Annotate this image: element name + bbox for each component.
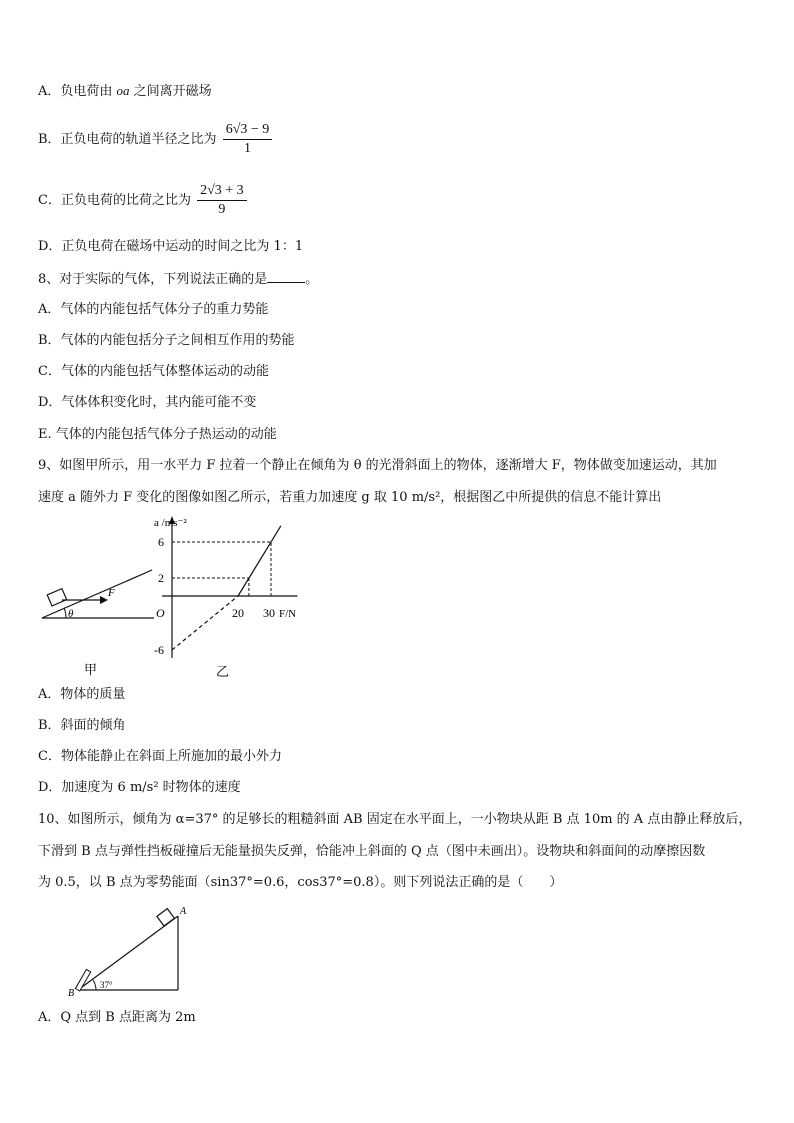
- q9-option-b: B．斜面的倾角: [38, 718, 126, 733]
- q10-stem-line2: 下滑到 B 点与弹性挡板碰撞后无能量损失反弹，恰能冲上斜面的 Q 点（图中未画出）。设物块和斜面间的动摩擦因数: [38, 844, 706, 859]
- fraction-b: [223, 121, 273, 158]
- x-tick-label: 30: [263, 606, 275, 620]
- series-line-dashed: [172, 596, 238, 650]
- fraction-c-denominator: 9: [218, 202, 226, 217]
- y-tick-label: -6: [154, 643, 164, 657]
- x-tick-label: 20: [232, 606, 244, 620]
- figure-incline: [60, 902, 200, 998]
- fraction-b-numerator: 6√3 − 9: [223, 121, 273, 140]
- q8-option-c: C．气体的内能包括气体整体运动的动能: [38, 364, 269, 379]
- q9-stem-line2: 速度 a 随外力 F 变化的图像如图乙所示，若重力加速度 g 取 10 m/s²，根据图乙中所提供的信息不能计算出: [38, 490, 662, 505]
- q9-option-a: A．物体的质量: [38, 687, 126, 702]
- q7-option-b: B．正负电荷的轨道半径之比为 $\frac{6√3 - 9}{1}$: [38, 120, 272, 160]
- y-tick-label: 6: [158, 535, 164, 549]
- q8-option-e: E. 气体的内能包括气体分子热运动的动能: [38, 427, 277, 442]
- q7-option-c: C．正负电荷的比荷之比为 $\frac{2√3 + 3}{9}$: [38, 181, 247, 221]
- q8-option-a: A．气体的内能包括气体分子的重力势能: [38, 302, 269, 317]
- series-line: [238, 526, 281, 596]
- q10-stem-line3: 为 0.5，以 B 点为零势能面（sin37°=0.6，cos37°=0.8）。则下列说法正确的是（ ）: [38, 875, 563, 890]
- baffle-icon: [75, 969, 90, 991]
- q7-option-d: D．正负电荷在磁场中运动的时间之比为 1：1: [38, 239, 304, 254]
- answer-blank: [267, 270, 305, 283]
- caption-jia: 甲: [84, 662, 98, 677]
- fraction-b-denominator: 1: [244, 141, 251, 156]
- q9-stem-line1: 9、如图甲所示，用一水平力 F 拉着一个静止在倾角为 θ 的光滑斜面上的物体，逐渐增大 F，物体做变加速运动，其加: [38, 458, 717, 473]
- q10-stem-line1: 10、如图所示，倾角为 α=37° 的足够长的粗糙斜面 AB 固定在水平面上，一小物块从距 B 点 10m 的 A 点由静止释放后，: [38, 812, 752, 827]
- fraction-c: [197, 182, 247, 219]
- point-a-label: A: [180, 906, 187, 917]
- q10-option-a: A．Q 点到 B 点距离为 2m: [38, 1010, 196, 1025]
- angle-label: 37°: [100, 980, 113, 990]
- x-axis-label: F/N: [279, 608, 297, 620]
- y-tick-label: 2: [158, 571, 164, 585]
- block-icon: [157, 909, 175, 926]
- q9-option-d: D．加速度为 6 m/s² 时物体的速度: [38, 780, 241, 795]
- q8-option-b: B．气体的内能包括分子之间相互作用的势能: [38, 333, 295, 348]
- q8-option-d: D．气体体积变化时，其内能可能不变: [38, 395, 257, 410]
- q9-option-c: C．物体能静止在斜面上所施加的最小外力: [38, 749, 282, 764]
- q7-option-a: A．负电荷由 oa 之间离开磁场: [38, 83, 212, 99]
- q8-stem: 8、对于实际的气体，下列说法正确的是 。: [38, 272, 319, 287]
- angle-label: θ: [68, 608, 74, 620]
- point-b-label: B: [68, 988, 75, 998]
- origin-label: O: [156, 606, 165, 620]
- y-axis-label: a /ms⁻²: [154, 517, 187, 529]
- caption-yi: 乙: [216, 664, 230, 679]
- figure-yi-graph: [138, 512, 308, 680]
- var-oa: oa: [116, 83, 130, 98]
- fraction-c-numerator: 2√3 + 3: [197, 182, 247, 201]
- force-arrow-icon: [100, 596, 108, 604]
- block-icon: [47, 589, 66, 606]
- force-label: F: [108, 587, 115, 599]
